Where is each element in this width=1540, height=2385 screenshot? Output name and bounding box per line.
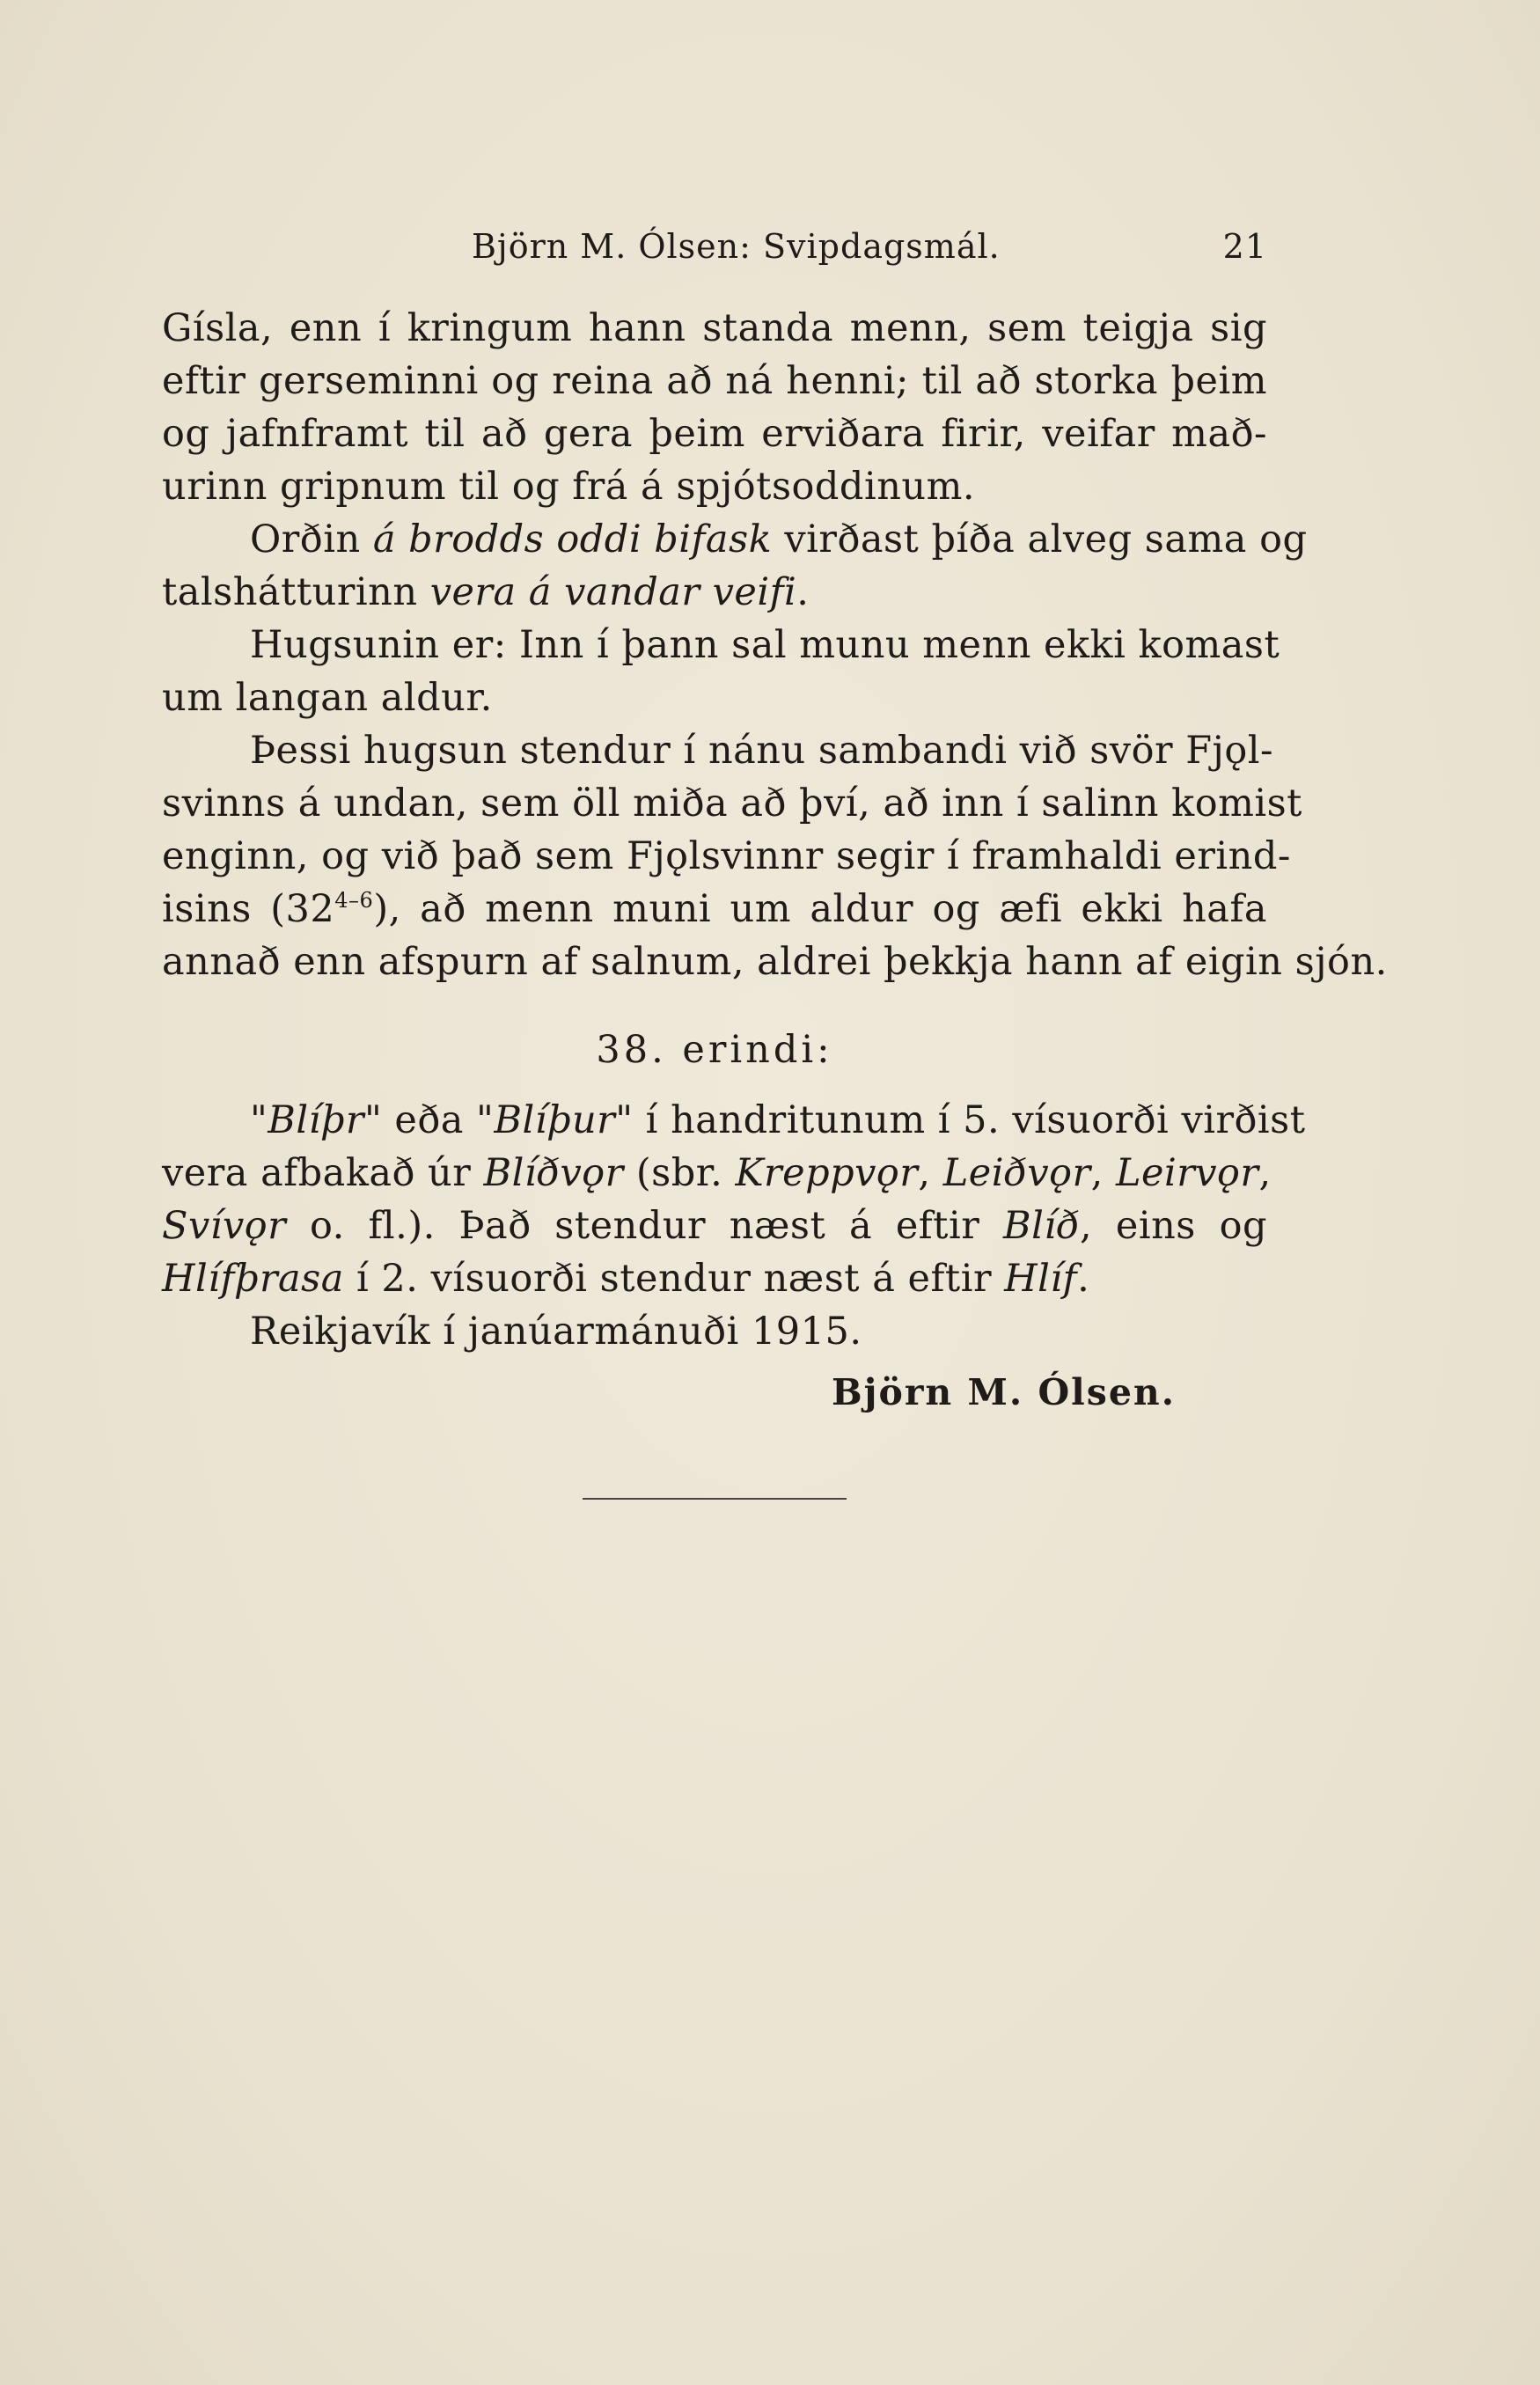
text-line [162,887,1267,931]
text-run: í 2. vísuorði stendur næst á eftir [343,1257,1005,1301]
text-run: . [1077,1257,1090,1301]
dateline: Reikjavík í janúarmánuði 1915. [250,1310,862,1354]
italic-word: Blíðvǫr [483,1151,624,1195]
text-run: (sbr. [623,1151,736,1195]
text-run: , [918,1151,943,1195]
section-heading: 38. erindi: [596,1028,833,1072]
signature: Björn M. Ólsen. [832,1371,1176,1413]
text-line [162,570,809,614]
text-line [162,1204,1267,1248]
italic-word: Kreppvǫr [735,1151,919,1195]
italic-phrase: á brodds oddi bifask [372,517,773,561]
text-line: Gísla, enn í kringum hann standa menn, sem teigja sig [162,306,1267,350]
italic-word: Blíð [1003,1204,1080,1248]
text-line [250,517,1308,561]
text-line: um langan aldur. [162,676,493,720]
text-line [162,1257,1089,1301]
text-run: " [250,1098,268,1142]
text-run: ), að menn muni um aldur og æfi ekki hafa [373,887,1267,931]
text-run: " eða " [363,1098,495,1142]
text-run: o. fl.). Það stendur næst á eftir [286,1204,1003,1248]
text-run: , [1090,1151,1116,1195]
text-run: talshátturinn [162,570,430,614]
italic-word: Svívǫr [162,1204,287,1248]
text-line [250,1098,1306,1142]
italic-word: Blíþr [268,1098,364,1142]
italic-word: Leirvǫr [1115,1151,1259,1195]
italic-word: Hlífþrasa [162,1257,344,1301]
text-line: Þessi hugsun stendur í nánu sambandi við svör Fjǫl- [250,729,1274,773]
closing-rule [583,1498,847,1500]
italic-phrase: vera á vandar veifi [429,570,797,614]
text-line: svinns á undan, sem öll miða að því, að inn í salinn komist [162,782,1302,826]
text-line [162,1151,1272,1195]
italic-word: Blíþur [494,1098,616,1142]
italic-word: Hlíf [1004,1257,1078,1301]
text-run: , eins og [1080,1204,1267,1248]
page-number: 21 [1222,227,1267,266]
italic-word: Leiðvǫr [942,1151,1091,1195]
text-line: enginn, og við það sem Fjǫlsvinnr segir í framhaldi erind- [162,834,1291,878]
running-header [162,227,1267,280]
verse-reference: 4–6 [334,888,374,913]
text-line: eftir gerseminni og reina að ná henni; til að storka þeim [162,359,1267,403]
text-run: , [1258,1151,1272,1195]
running-title: Björn M. Ólsen: Svipdagsmál. [472,227,1001,266]
text-run: vera afbakað úr [162,1151,484,1195]
text-run: virðast þíða alveg sama og [772,517,1308,561]
text-line: Hugsunin er: Inn í þann sal munu menn ekki komast [250,623,1280,667]
text-run: " í handritunum í 5. vísuorði virðist [615,1098,1306,1142]
text-line: annað enn afspurn af salnum, aldrei þekkja hann af eigin sjón. [162,940,1388,984]
text-run: . [796,570,810,614]
text-run: Orðin [250,517,373,561]
text-line: og jafnframt til að gera þeim erviðara firir, veifar mað- [162,412,1267,456]
text-line: urinn gripnum til og frá á spjótsoddinum. [162,465,976,509]
text-run: isins (32 [162,887,335,931]
